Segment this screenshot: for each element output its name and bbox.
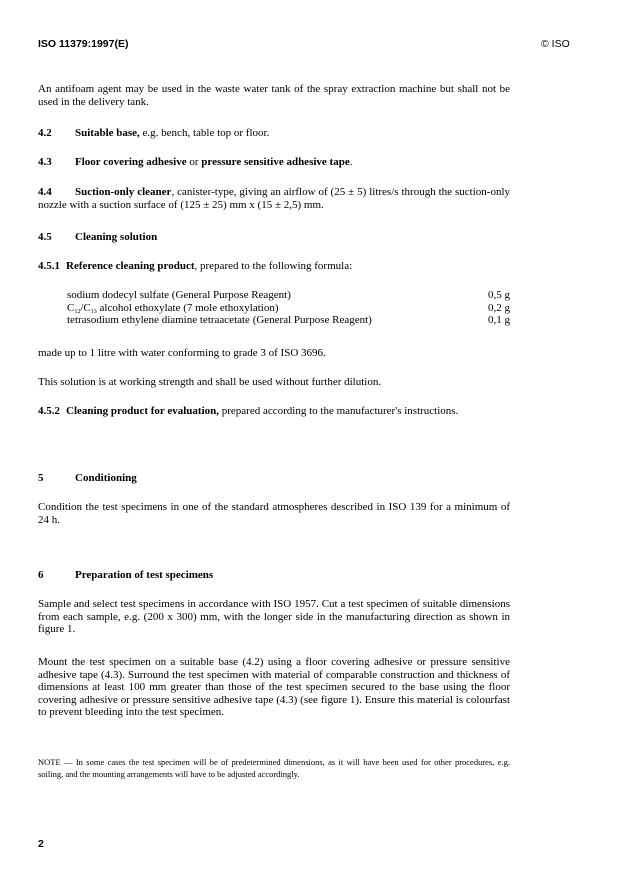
section-title: Reference cleaning product: [66, 260, 195, 272]
working-strength-paragraph: This solution is at working strength and shall be used without further dilution.: [38, 376, 382, 388]
document-id: ISO 11379:1997(E): [38, 38, 129, 50]
copyright-mark: © ISO: [541, 38, 570, 50]
ingredient-name: $C_{12}/C_{13}$ alcohol ethoxylate (7 mole ethoxylation): [67, 301, 279, 315]
intro-paragraph: An antifoam agent may be used in the waste water tank of the spray extraction machine but shall not be used in the delivery tank.: [38, 83, 510, 108]
section-number: 4.5.2: [38, 405, 60, 417]
section-5-text: Condition the test specimens in one of the standard atmospheres described in ISO 139 for a minimum of 24 h.: [38, 501, 510, 526]
section-title: Suitable base,: [75, 127, 140, 139]
made-up-paragraph: made up to 1 litre with water conforming to grade 3 of ISO 3696.: [38, 347, 326, 359]
section-number: 4.5.1: [38, 260, 60, 272]
section-text: or: [186, 156, 202, 168]
section-title: Suction-only cleaner: [75, 186, 172, 198]
ingredient-amount: 0,2 g: [488, 301, 510, 314]
section-number: 4.3: [38, 156, 52, 168]
section-text: , canister-type, giving an airflow of (25 ± 5) litres/s through the suction-only nozzle with a suction surface of (125 ± 25) mm x (15 ± 2,5) mm.: [38, 186, 510, 211]
section-number: 5: [38, 472, 44, 484]
section-number: 6: [38, 569, 44, 581]
formula-list: [67, 289, 510, 327]
page-number: 2: [38, 838, 44, 850]
section-title-a: Floor covering adhesive: [75, 156, 187, 168]
note-paragraph: NOTE — In some cases the test specimen will be of predetermined dimensions, as it will have been used for other procedures, e.g. soiling, and the mounting arrangements will have to be adjusted accordingly.: [38, 757, 510, 779]
section-6-heading: [38, 569, 510, 582]
section-text: , prepared to the following formula:: [194, 260, 353, 272]
section-number: 4.5: [38, 231, 52, 243]
ingredient-amount: 0,5 g: [488, 289, 510, 301]
section-title: Preparation of test specimens: [75, 569, 214, 581]
section-4-2: [38, 127, 510, 140]
formula-item: [67, 289, 510, 302]
section-6-paragraph-2: Mount the test specimen on a suitable base (4.2) using a floor covering adhesive or pressure sensitive adhesive tape (4.3). Surround the test specimen with material of comparable construction and thickness of dimensions at least 100 mm greater than those of the test specimen secured to the base using the floor covering adhesive or pressure sensitive adhesive tape (4.3) (see figure 1). Ensure this material is colourfast to prevent bleeding into the test specimen.: [38, 656, 510, 718]
section-6-paragraph-1: Sample and select test specimens in accordance with ISO 1957. Cut a test specimen of suitable dimensions from each sample, e.g. (200 x 300) mm, with the longer side in the manufacturing direction as shown in figure 1.: [38, 598, 510, 635]
section-4-4: [38, 186, 510, 211]
section-number: 4.2: [38, 127, 52, 139]
formula-item: [67, 302, 510, 315]
ingredient-name: sodium dodecyl sulfate (General Purpose Reagent): [67, 289, 291, 301]
section-4-5: [38, 231, 510, 244]
section-end: .: [349, 156, 353, 168]
section-title: Cleaning solution: [75, 231, 158, 243]
ingredient-amount: 0,1 g: [488, 314, 510, 326]
formula-item: [67, 314, 510, 327]
section-text: e.g. bench, table top or floor.: [139, 127, 270, 139]
ingredient-name: tetrasodium ethylene diamine tetraacetate (General Purpose Reagent): [67, 314, 372, 326]
section-title-b: pressure sensitive adhesive tape: [201, 156, 350, 168]
section-text: prepared according to the manufacturer's instructions.: [219, 405, 459, 417]
section-5-heading: [38, 472, 510, 485]
section-title: Cleaning product for evaluation,: [66, 405, 219, 417]
section-4-5-2: [38, 405, 510, 418]
section-number: 4.4: [38, 186, 52, 198]
section-title: Conditioning: [75, 472, 137, 484]
section-4-5-1: [38, 260, 510, 273]
section-4-3: [38, 156, 510, 169]
